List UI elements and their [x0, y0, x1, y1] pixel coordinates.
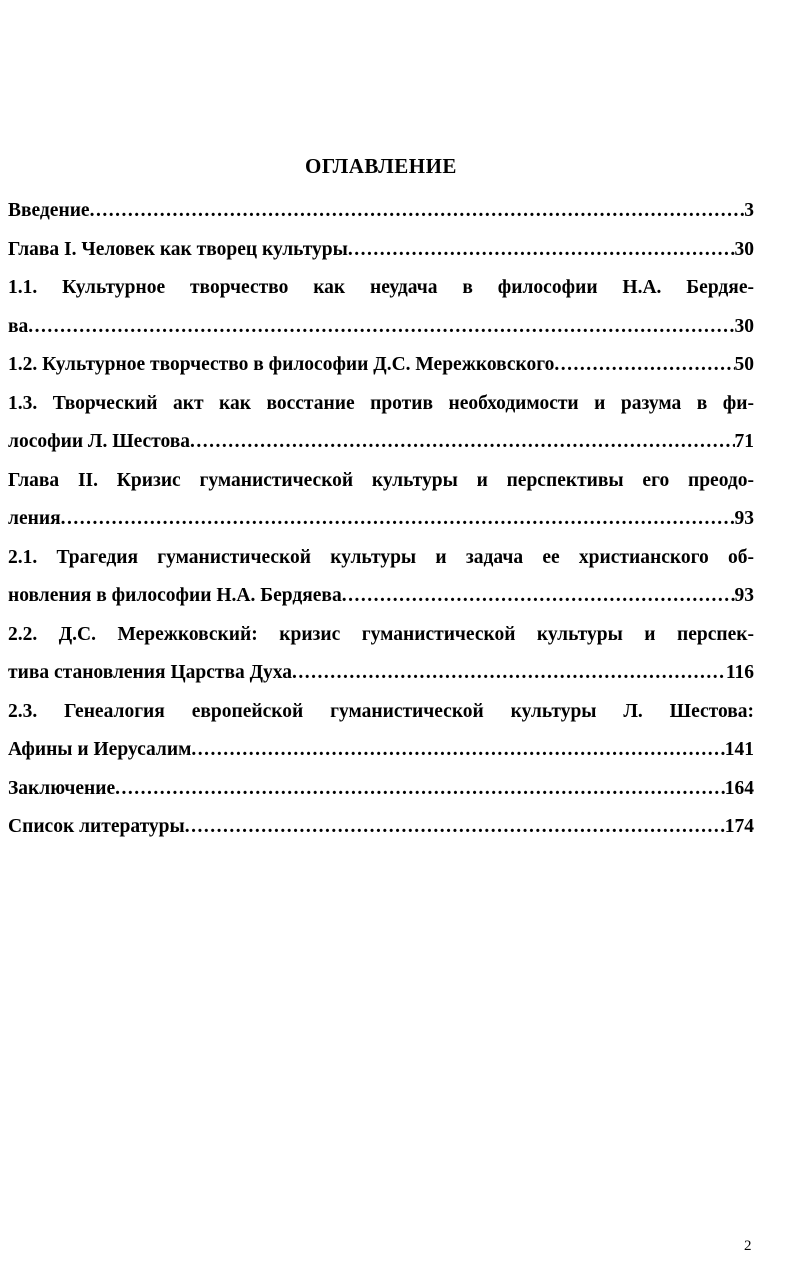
toc-entry-2-2 [8, 658, 754, 697]
toc-leader-dots [190, 427, 734, 457]
toc-entry-page: 93 [734, 585, 754, 606]
toc-leader-dots [554, 350, 734, 380]
toc-entry-title: ва [8, 315, 29, 337]
toc-entry-page: 71 [734, 431, 754, 452]
toc-entry-chapter-1 [8, 235, 754, 274]
toc-entry-title: новления в философии Н.А. Бердяева [8, 585, 342, 606]
toc-leader-dots [90, 196, 745, 226]
toc-entry-title: Введение [8, 200, 90, 221]
toc-entry-chapter-2-line-1: Глава II. Кризис гуманистической культуры и перспективы его преодо- [8, 469, 754, 491]
toc-entry-page: 30 [734, 238, 754, 260]
toc-leader-dots [342, 581, 735, 611]
page-number: 2 [744, 1238, 752, 1254]
toc-entry-page: 50 [734, 354, 754, 375]
toc-entry-1-2 [8, 350, 754, 389]
toc-entry-page: 30 [734, 315, 754, 337]
toc-entry-2-1 [8, 581, 754, 620]
toc-entry-1-3-line-1: 1.3. Творческий акт как восстание против необходимости и разума в фи- [8, 392, 754, 414]
toc-entry-title: тива становления Царства Духа [8, 662, 293, 683]
toc-entry-title: Афины и Иерусалим [8, 739, 192, 760]
toc-entry-page: 93 [734, 508, 754, 529]
toc-entry-title: Заключение [8, 777, 116, 799]
toc-entry-page: 3 [744, 200, 754, 221]
toc-entry-1-1 [8, 312, 754, 351]
toc-entry-title: 1.2. Культурное творчество в философии Д.С. Мережковского [8, 354, 555, 375]
toc-entry-page: 116 [725, 662, 754, 683]
toc-leader-dots [185, 812, 725, 842]
toc-leader-dots [191, 735, 724, 765]
toc-entry-chapter-2 [8, 504, 754, 543]
toc-leader-dots [115, 774, 725, 804]
toc-entry-introduction [8, 196, 754, 235]
toc-leader-dots [348, 235, 735, 265]
toc-entry-page: 164 [724, 777, 754, 799]
toc-entry-2-2-line-1: 2.2. Д.С. Мережковский: кризис гуманистической культуры и перспек- [8, 623, 754, 645]
toc-entry-title: Список литературы [8, 816, 185, 837]
toc-entry-page: 141 [724, 739, 754, 760]
page-title: ОГЛАВЛЕНИЕ [305, 154, 457, 178]
toc-entry-page: 174 [724, 816, 754, 837]
toc-entry-title: лософии Л. Шестова [8, 431, 191, 452]
toc-entry-title: ления [8, 508, 61, 529]
toc-leader-dots [292, 658, 726, 688]
toc-entry-conclusion [8, 774, 754, 813]
toc-entry-bibliography [8, 812, 754, 851]
toc-entry-title: Глава I. Человек как творец культуры [8, 238, 348, 260]
toc-entry-2-1-line-1: 2.1. Трагедия гуманистической культуры и задача ее христианского об- [8, 546, 754, 568]
toc-entry-2-3-line-1: 2.3. Генеалогия европейской гуманистической культуры Л. Шестова: [8, 700, 754, 722]
table-of-contents [8, 196, 754, 851]
toc-leader-dots [28, 312, 734, 342]
toc-entry-1-3 [8, 427, 754, 466]
toc-leader-dots [61, 504, 735, 534]
toc-entry-1-1-line-1: 1.1. Культурное творчество как неудача в философии Н.А. Бердяе- [8, 277, 754, 298]
toc-entry-2-3 [8, 735, 754, 774]
